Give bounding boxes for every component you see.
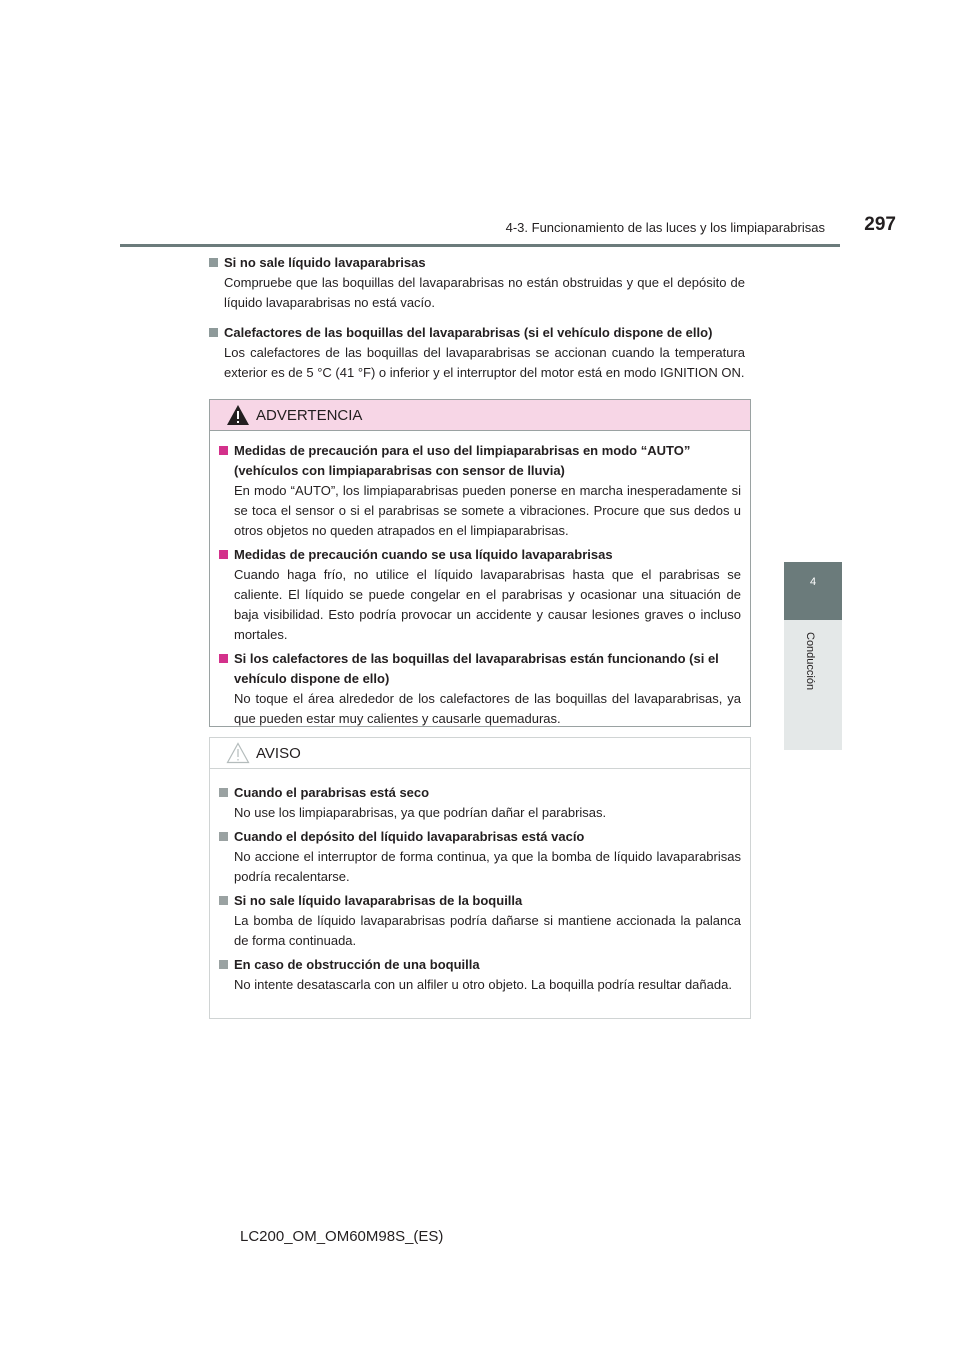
chapter-tab: 4	[784, 562, 842, 620]
item-title: Cuando el depósito del líquido lavaparabrisas está vacío	[234, 829, 585, 844]
square-bullet-icon	[209, 258, 218, 267]
warning-icon	[226, 404, 250, 426]
item-title: Medidas de precaución para el uso del limpiaparabrisas en modo “AUTO” (vehículos con limpiaparabrisas con sensor de lluvia)	[234, 443, 691, 478]
item-text: Cuando haga frío, no utilice el líquido lavaparabrisas hasta que el parabrisas se caliente. El líquido se puede congelar en el parabrisas y ocasionar una situación de baja visibilidad. Esto podría provocar un accidente y causar lesiones graves o incluso mortales.	[234, 567, 741, 642]
item-title: Calefactores de las boquillas del lavaparabrisas (si el vehículo dispone de ello)	[224, 325, 713, 340]
item-title: En caso de obstrucción de una boquilla	[234, 957, 480, 972]
warning-box	[209, 399, 751, 727]
warning-title: ADVERTENCIA	[256, 407, 363, 424]
notice-header	[210, 738, 750, 769]
item-text: En modo “AUTO”, los limpiaparabrisas pueden ponerse en marcha inesperadamente si se toca el sensor o si el parabrisas se somete a vibraciones. Procure que sus dedos u otros objetos no queden atrapados en el limpiaparabrisas.	[234, 483, 741, 538]
list-item	[219, 649, 741, 729]
item-text: No accione el interruptor de forma continua, ya que la bomba de líquido lavaparabrisas podría recalentarse.	[234, 849, 741, 884]
square-bullet-icon	[219, 832, 228, 841]
square-bullet-icon	[219, 446, 228, 455]
item-text: Los calefactores de las boquillas del lavaparabrisas se accionan cuando la temperatura exterior es de 5 °C (41 °F) o inferior y el interruptor del motor está en modo IGNITION ON.	[224, 345, 745, 380]
caution-icon	[226, 742, 250, 764]
notice-box	[209, 737, 751, 1019]
notice-title: AVISO	[256, 745, 301, 762]
page-header	[120, 214, 896, 248]
item-title: Si no sale líquido lavaparabrisas	[224, 255, 426, 270]
list-item	[209, 253, 745, 313]
item-title: Medidas de precaución cuando se usa líquido lavaparabrisas	[234, 547, 613, 562]
list-item	[219, 891, 741, 951]
main-content	[209, 253, 745, 393]
square-bullet-icon	[219, 788, 228, 797]
warning-header	[210, 400, 750, 431]
square-bullet-icon	[219, 896, 228, 905]
document-code: LC200_OM_OM60M98S_(ES)	[240, 1228, 444, 1245]
square-bullet-icon	[219, 654, 228, 663]
item-text: No use los limpiaparabrisas, ya que podrían dañar el parabrisas.	[234, 805, 607, 820]
square-bullet-icon	[219, 960, 228, 969]
square-bullet-icon	[219, 550, 228, 559]
item-title: Si los calefactores de las boquillas del lavaparabrisas están funcionando (si el vehículo dispone de ello)	[234, 651, 719, 686]
section-title: 4-3. Funcionamiento de las luces y los limpiaparabrisas	[505, 220, 825, 235]
page-number: 297	[864, 214, 896, 235]
list-item	[219, 441, 741, 541]
item-text: No intente desatascarla con un alfiler u otro objeto. La boquilla podría resultar dañada.	[234, 977, 732, 992]
header-rule	[120, 244, 840, 247]
item-text: No toque el área alrededor de los calefactores de las boquillas del lavaparabrisas, ya que pueden estar muy calientes y causarle quemaduras.	[234, 691, 741, 726]
item-title: Si no sale líquido lavaparabrisas de la boquilla	[234, 893, 523, 908]
list-item	[219, 783, 741, 823]
item-text: Compruebe que las boquillas del lavaparabrisas no están obstruidas y que el depósito de líquido lavaparabrisas no está vacío.	[224, 275, 745, 310]
list-item	[219, 955, 741, 995]
list-item	[209, 323, 745, 383]
square-bullet-icon	[209, 328, 218, 337]
item-text: La bomba de líquido lavaparabrisas podría dañarse si mantiene accionada la palanca de forma continuada.	[234, 913, 741, 948]
item-title: Cuando el parabrisas está seco	[234, 785, 430, 800]
list-item	[219, 827, 741, 887]
chapter-label: Conducción	[804, 632, 816, 691]
list-item	[219, 545, 741, 645]
